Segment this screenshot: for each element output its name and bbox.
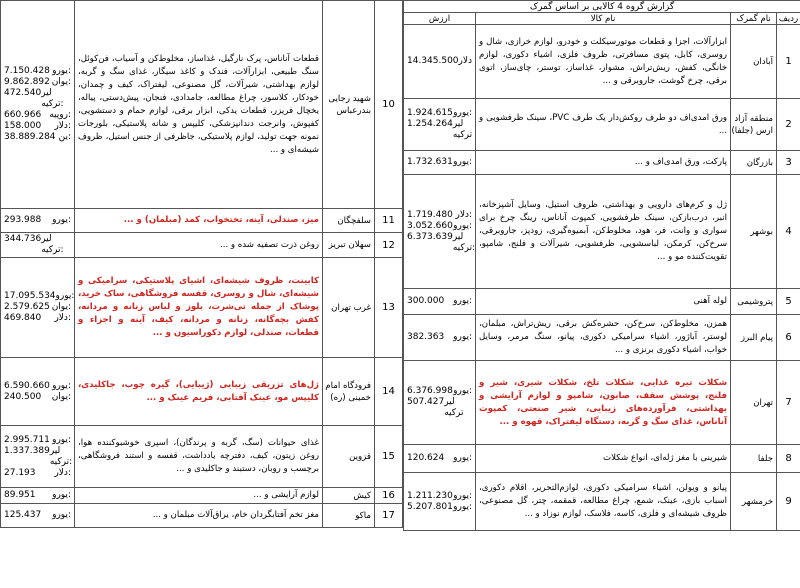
value-entry [4, 121, 71, 132]
value-amount: 472.540 [4, 88, 42, 98]
value-entry [407, 210, 472, 221]
value-amount: 1.337.389 [4, 445, 50, 456]
value-cell [1, 426, 75, 488]
value-entry [407, 502, 472, 513]
value-entry [407, 231, 476, 254]
row-number: 8 [777, 445, 800, 473]
value-amount: 7.150.428 [4, 66, 50, 76]
table-row [1, 488, 403, 504]
value-currency: یورو: [453, 220, 473, 231]
goods-description: شیرینی با مغز ژله‌ای، انواع شکلات [476, 445, 731, 473]
value-amount: 507.427 [407, 397, 445, 407]
value-cell [1, 1, 75, 209]
value-list [4, 435, 71, 479]
table-row [404, 25, 800, 99]
value-amount: 1.719.480 [407, 209, 453, 220]
value-amount: 89.951 [4, 490, 36, 500]
table-row [1, 504, 403, 528]
value-entry [407, 296, 472, 307]
row-number: 7 [777, 361, 800, 445]
customs-name: شهید رجایی بندرعباس [323, 1, 375, 209]
value-currency: روپیه: [49, 110, 71, 120]
value-list [407, 157, 472, 168]
value-currency: یورو: [453, 332, 473, 342]
customs-name: بوشهر [731, 175, 777, 289]
value-entry [4, 435, 71, 446]
goods-description: روغن ذرت تصفیه شده و ... [75, 233, 323, 258]
value-list [4, 66, 71, 143]
value-entry [4, 66, 71, 77]
right-table [403, 0, 800, 531]
value-entry [4, 110, 71, 121]
goods-description: همزن، مخلوط‌کن، سرخ‌کن، حشره‌کش برقی، ریش‌تراش، مبلمان، لوستر، آباژور، اشیاء سرامیکی دکوری، پیانو، سنگ مرمر، وسایل خواب، اشیاء دکوری برنزی و ... [476, 315, 731, 361]
value-amount: 125.437 [4, 510, 42, 520]
value-entry [4, 302, 71, 313]
row-number: 3 [777, 151, 800, 175]
value-currency: لیر ترکیه: [49, 445, 73, 467]
row-number: 14 [375, 358, 403, 426]
header-goods: نام کالا [476, 13, 731, 25]
customs-name: پتروشیمی [731, 289, 777, 315]
row-number: 4 [777, 175, 800, 289]
table-row [404, 361, 800, 445]
table-row [1, 209, 403, 233]
row-number: 9 [777, 473, 800, 531]
value-cell [1, 233, 75, 258]
value-cell [404, 315, 476, 361]
table-row [404, 151, 800, 175]
row-number: 2 [777, 99, 800, 151]
customs-name: بازرگان [731, 151, 777, 175]
goods-description: پیانو و ویولن، اشیاء سرامیکی دکوری، لوازم‌التحریر، اقلام دکوری، اسباب بازی، عینک، شمع، چراغ مطالعه، قمقمه، چتر، گل مصنوعی، ظروف شیشه‌ای و فلزی، کاسه، فلاسک، لوازم نوزاد و ... [476, 473, 731, 531]
value-amount: 300.000 [407, 296, 445, 306]
value-currency: لیر ترکیه [444, 397, 464, 418]
value-amount: 6.590.660 [4, 380, 50, 391]
row-number: 5 [777, 289, 800, 315]
header-customs: نام گمرک [731, 13, 777, 25]
value-currency: یورو: [52, 66, 71, 76]
value-entry [4, 381, 71, 392]
value-currency: دلار: [54, 313, 71, 323]
goods-description: مغز تخم آفتابگردان خام، یراق‌آلات مبلمان و ... [75, 504, 323, 528]
value-entry [4, 490, 71, 501]
customs-name: سلفچگان [323, 209, 375, 233]
value-cell [1, 488, 75, 504]
header-value: ارزش [404, 13, 476, 25]
value-entry [4, 291, 75, 302]
value-entry [4, 77, 71, 88]
value-entry [4, 468, 71, 479]
row-number: 10 [375, 1, 403, 209]
table-row [1, 233, 403, 258]
value-currency: لیر ترکیه [452, 119, 473, 140]
value-amount: 344.736 [4, 234, 42, 244]
value-entry [407, 453, 472, 464]
goods-description: غذای حیوانات (سگ، گربه و پرندگان)، اسپری خوشبوکننده هوا، روغن زیتون، کیف، دفترچه یادداشت، قفسه و استند فروشگاهی، برچسب و روبان، دستبند و جاکلیدی و ... [75, 426, 323, 488]
customs-name: سهلان تبریز [323, 233, 375, 258]
table-row [1, 1, 403, 209]
value-amount: 1.254.264 [407, 119, 453, 129]
customs-name: آبادان [731, 25, 777, 99]
value-cell [404, 289, 476, 315]
row-number: 17 [375, 504, 403, 528]
value-amount: 2.995.711 [4, 434, 50, 445]
value-currency: یورو: [52, 434, 71, 445]
goods-description: لوله آهنی [476, 289, 731, 315]
value-currency: یورو: [453, 501, 473, 512]
value-currency: دلار: [54, 121, 71, 131]
value-amount: 17.095.534 [4, 291, 56, 301]
value-list [4, 215, 71, 226]
value-cell [404, 151, 476, 175]
goods-description: قطعات آناناس، پرک نارگیل، غذاساز، مخلوط‌کن و آسیاب، فن‌کوئل، سنگ طبیعی، ابزارآلات، فندک و کاغذ سیگار، غذای سگ و گربه، لوازم بهداشتی، شیرآلات، گل مصنوعی، لیفتراک، کیف و چمدان، خودکار، کلاسور، چراغ مطالعه، جامدادی، فنجان، پیش‌دستی، پیاله، یخچال فریزر، قطعات یدکی، ابزار برقی، لوازم حمام و دستشویی، کفپوش، وانرجت دندانپزشکی، کلیپس و شانه پلاستیکی، بلورجات نمونه جهت تولید، لوازم پلاستیکی، جاظرفی از جنس استیل، ظروف شیشه‌ای و ... [75, 1, 323, 209]
value-cell [1, 258, 75, 358]
value-entry [4, 132, 71, 143]
value-amount: 14.345.500 [407, 56, 459, 66]
value-currency: یورو: [52, 510, 71, 520]
value-amount: 1.732.631 [407, 157, 453, 167]
customs-name: تهران [731, 361, 777, 445]
table-row [1, 358, 403, 426]
value-entry [407, 386, 472, 397]
customs-name: جلفا [731, 445, 777, 473]
value-list [4, 510, 71, 521]
value-list [407, 386, 472, 419]
row-number: 12 [375, 233, 403, 258]
value-list [407, 56, 472, 67]
value-entry [407, 491, 472, 502]
value-entry [4, 215, 71, 226]
row-number: 11 [375, 209, 403, 233]
table-row [404, 99, 800, 151]
value-cell [1, 504, 75, 528]
value-cell [404, 445, 476, 473]
value-currency: یورو: [52, 380, 71, 391]
value-entry [407, 332, 472, 343]
value-amount: 3.052.660 [407, 220, 453, 231]
value-currency: یوان: [51, 302, 71, 312]
row-number: 6 [777, 315, 800, 361]
value-currency: لیر ترکیه: [41, 234, 64, 255]
value-amount: 293.988 [4, 215, 42, 225]
customs-name: کیش [323, 488, 375, 504]
value-list [4, 234, 71, 256]
value-currency: یورو: [453, 386, 473, 396]
value-entry [4, 313, 71, 324]
value-amount: 6.376.998 [407, 386, 453, 396]
table-row [404, 315, 800, 361]
value-currency: یورو: [453, 157, 473, 167]
value-cell [1, 358, 75, 426]
value-currency: یورو: [52, 490, 71, 500]
value-currency: یورو: [52, 215, 71, 225]
value-cell [404, 175, 476, 289]
value-list [407, 453, 472, 464]
value-entry [407, 221, 472, 232]
goods-description: ورق امدی‌اف دو طرف روکش‌دار یک طرف PVC، سینک ظرفشویی و ... [476, 99, 731, 151]
value-amount: 660.966 [4, 110, 42, 120]
value-amount: 240.500 [4, 391, 42, 402]
value-list [4, 381, 71, 403]
value-amount: 1.211.230 [407, 490, 453, 501]
value-currency: ین: [58, 132, 71, 142]
value-amount: 27.193 [4, 467, 36, 478]
customs-name: قزوین [323, 426, 375, 488]
customs-name: غرب تهران [323, 258, 375, 358]
value-list [407, 296, 472, 307]
value-amount: 1.924.615 [407, 108, 453, 118]
row-number: 16 [375, 488, 403, 504]
goods-description: پارکت، ورق امدی‌اف و ... [476, 151, 731, 175]
customs-name: ماکو [323, 504, 375, 528]
value-amount: 6.373.639 [407, 231, 453, 242]
table-row [404, 473, 800, 531]
value-currency: دلار: [54, 467, 71, 478]
left-table [0, 0, 403, 528]
value-currency: لیر ترکیه: [41, 88, 64, 109]
value-currency: یوان: [51, 77, 71, 87]
value-currency: دلار: [455, 209, 473, 220]
value-list [4, 291, 75, 324]
customs-name: فرودگاه امام خمینی (ره) [323, 358, 375, 426]
report-title: گزارش گروه 4 کالایی بر اساس گمرک [404, 1, 800, 13]
value-currency: یورو: [453, 296, 473, 306]
value-amount: 382.363 [407, 332, 445, 342]
value-currency: یوان: [51, 391, 71, 402]
value-entry [407, 397, 472, 419]
value-entry [4, 234, 71, 256]
value-list [4, 490, 71, 501]
value-amount: 469.840 [4, 313, 42, 323]
value-amount: 5.207.801 [407, 501, 453, 512]
customs-name: خرمشهر [731, 473, 777, 531]
value-amount: 38.889.284 [4, 132, 56, 142]
value-cell [404, 99, 476, 151]
value-currency: یورو: [453, 490, 473, 501]
value-amount: 120.624 [407, 453, 445, 463]
goods-description: میز، صندلی، آینه، تختخواب، کمد (مبلمان) و ... [75, 209, 323, 233]
value-currency: لیر ترکیه: [452, 231, 476, 253]
value-list [407, 491, 472, 513]
value-entry [407, 108, 472, 119]
value-amount: 9.862.892 [4, 77, 50, 87]
goods-description: ژل‌های تزریقی زیبایی (ژیبایی)، گیره چوب، جاکلیدی، کلیپس مو، عینک آفتابی، فریم عینک و ... [75, 358, 323, 426]
goods-description: ابزارآلات، اجزا و قطعات موتورسیکلت و خودرو، لوازم خرازی، شال و روسری، کابل، پتوی مسافرتی، ظروف فلزی، اشیاء دکوری، لوازم خانگی، کفش، ریش‌تراش، مشوار، غذاساز، توستر، چای‌ساز، اتوی برقی، چرخ گوشت، جاروبرقی و ... [476, 25, 731, 99]
value-entry [4, 510, 71, 521]
goods-description: شکلات تیره غذایی، شکلات تلخ، شکلات شیری، شیر و فلنج، پوشش سقف، صابون، شامپو و لوازم آرایشی و بهداشتی، فرآورده‌های زیبایی، شیر صنعتی، کمپوت آناناس، غذای سگ و گربه، دستگاه لیفتراک، قهوه و ... [476, 361, 731, 445]
goods-description: لوازم آرایشی و ... [75, 488, 323, 504]
row-number: 13 [375, 258, 403, 358]
table-row [404, 289, 800, 315]
table-row [404, 175, 800, 289]
value-entry [407, 119, 472, 141]
value-entry [4, 392, 71, 403]
value-currency: یورو: [55, 291, 75, 301]
table-row [404, 445, 800, 473]
value-list [407, 332, 472, 343]
value-entry [4, 88, 71, 110]
value-cell [404, 473, 476, 531]
right-table-section [403, 0, 800, 588]
value-currency: یورو: [453, 108, 473, 118]
goods-description: کابینت، ظروف شیشه‌ای، اشیای پلاستیکی، سرامیکی و شیشه‌ای، شال و روسری، قفسه فروشگاهی، ساک خرید، پوشاک از جمله تی‌شرت، بلوز و لباس زنانه و مردانه، کفش بچه‌گانه، زنانه و مردانه، کیف، آینه و اجزاء و قطعات، صندلی، لوازم دکوراسیون و ... [75, 258, 323, 358]
customs-name: منطقه آزاد ارس (جلفا) [731, 99, 777, 151]
value-cell [404, 361, 476, 445]
value-cell [1, 209, 75, 233]
row-number: 15 [375, 426, 403, 488]
value-amount: 2.579.625 [4, 302, 50, 312]
value-entry [407, 157, 472, 168]
value-list [407, 108, 472, 141]
value-list [407, 209, 476, 254]
value-amount: 158.000 [4, 121, 42, 131]
value-currency: دلار [458, 56, 473, 66]
value-cell [404, 25, 476, 99]
row-number: 1 [777, 25, 800, 99]
value-currency: یورو: [453, 453, 473, 463]
header-row-number: ردیف [777, 13, 800, 25]
customs-name: پیام البرز [731, 315, 777, 361]
value-entry [4, 446, 71, 468]
value-entry [407, 56, 472, 67]
table-row [1, 426, 403, 488]
goods-description: ژل و کرم‌های دارویی و بهداشتی، ظروف استیل، وسایل آشپزخانه، انبر، درب‌بازکن، سینک ظرفشویی، کمپوت آناناس، رینگ چرخ برای سواری و وانت، فر، هود، مخلوط‌کن، آبمیوه‌گیری، زودپز، جاروبرقی، سرخ‌کن، کرمکن، لباسشویی، ظرفشویی، شیرآلات و فلنج، شامپو، تقویت‌کننده مو و ... [476, 175, 731, 289]
table-row [1, 258, 403, 358]
